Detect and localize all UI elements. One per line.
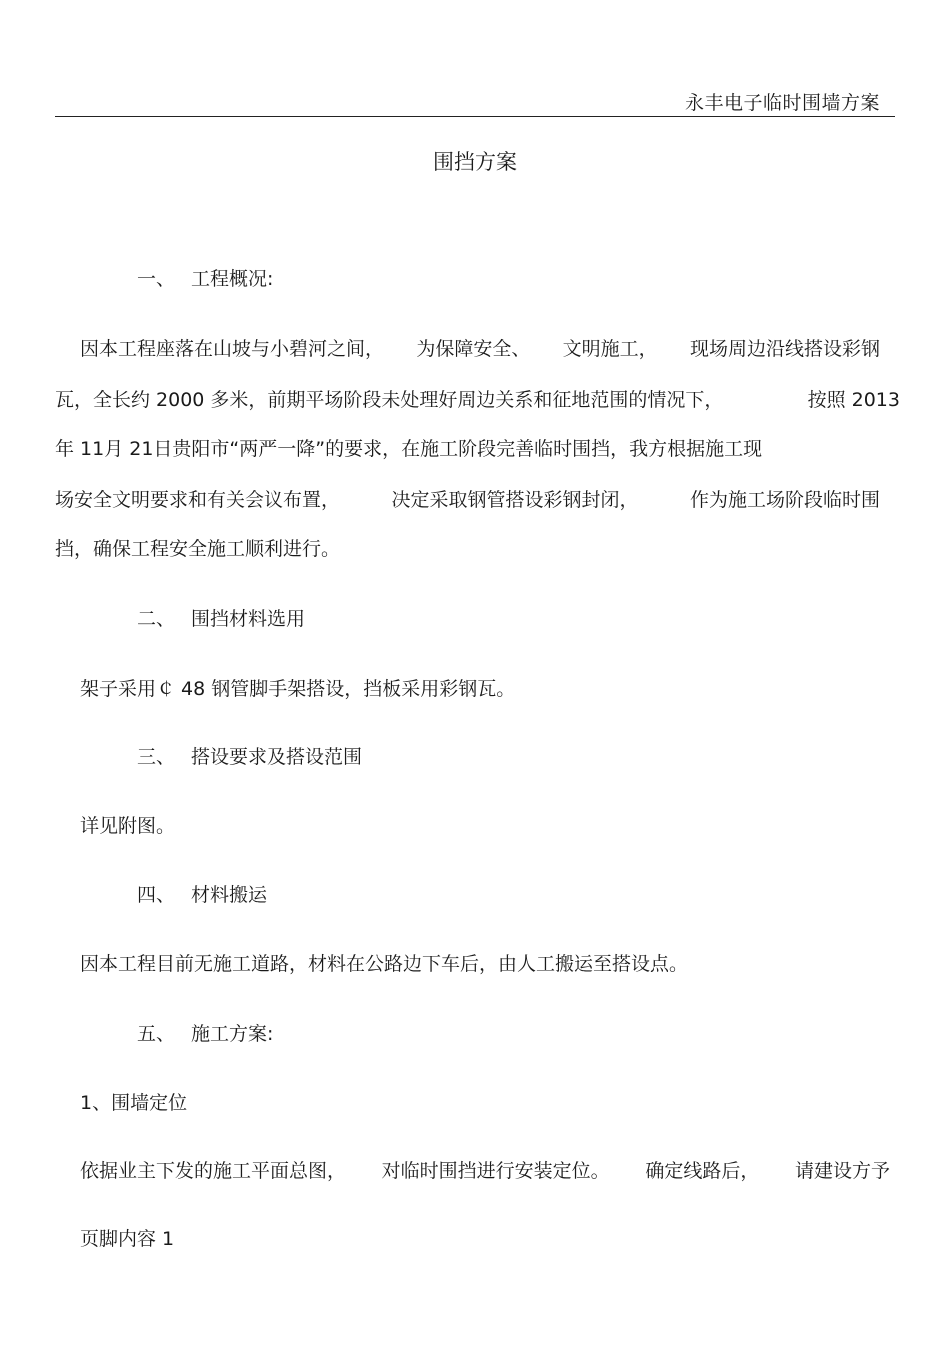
text-segment: 因本工程座落在山坡与小碧河之间， — [80, 338, 385, 360]
text-segment: 请建设方予 — [794, 1160, 890, 1182]
text-segment: 为保障安全、 — [416, 338, 531, 360]
text-segment: 依据业主下发的施工平面总图， — [80, 1160, 347, 1182]
header-divider — [55, 116, 895, 117]
section-number: 五、 — [137, 1023, 176, 1045]
section-title: 材料搬运 — [191, 884, 268, 906]
section-heading-2 — [137, 604, 305, 631]
section-title: 工程概况: — [191, 268, 274, 290]
text-segment: 挡，确保工程安全施工顺利进行。 — [55, 538, 341, 560]
section-title: 围挡材料选用 — [191, 608, 306, 630]
paragraph-line — [55, 385, 900, 412]
text-segment: 对临时围挡进行安装定位。 — [381, 1160, 610, 1182]
section-heading-3 — [137, 742, 362, 769]
text-segment: 按照 2013 — [807, 389, 900, 411]
section-heading-4 — [137, 880, 267, 907]
sub-heading: 1、围墙定位 — [80, 1092, 188, 1114]
paragraph-line — [55, 485, 880, 512]
text-segment: 瓦，全长约 2000 多米，前期平场阶段未处理好周边关系和征地范围的情况下， — [55, 389, 724, 411]
text-segment: 年 11月 21日贵阳市“两严一降”的要求，在施工阶段完善临时围挡，我方根据施工现 — [55, 438, 763, 460]
section-title: 施工方案: — [191, 1023, 274, 1045]
section-body-4: 因本工程目前无施工道路，材料在公路边下车后，由人工搬运至搭设点。 — [80, 953, 689, 975]
paragraph-line — [80, 334, 880, 361]
section-number: 三、 — [137, 746, 176, 768]
section-title: 搭设要求及搭设范围 — [191, 746, 363, 768]
text-segment: 现场周边沿线搭设彩钢 — [689, 338, 880, 360]
section-number: 二、 — [137, 608, 176, 630]
running-header: 永丰电子临时围墙方案 — [684, 92, 880, 114]
text-segment: 决定采取钢管搭设彩钢封闭， — [391, 489, 639, 511]
document-title: 围挡方案 — [433, 150, 517, 174]
section-number: 四、 — [137, 884, 176, 906]
text-segment: 确定线路后， — [645, 1160, 760, 1182]
text-segment: 文明施工， — [562, 338, 658, 360]
section-number: 一、 — [137, 268, 176, 290]
paragraph-line — [55, 534, 340, 561]
text-segment: 作为施工场阶段临时围 — [689, 489, 880, 511]
page-footer: 页脚内容 1 — [80, 1228, 175, 1250]
section-heading-1 — [137, 264, 273, 291]
section-body-2: 架子采用￠ 48 钢管脚手架搭设，挡板采用彩钢瓦。 — [80, 678, 516, 700]
section-body-3: 详见附图。 — [80, 815, 176, 837]
paragraph-line — [55, 434, 762, 461]
paragraph-line — [80, 1156, 890, 1183]
section-heading-5 — [137, 1019, 273, 1046]
text-segment: 场安全文明要求和有关会议布置， — [55, 489, 341, 511]
